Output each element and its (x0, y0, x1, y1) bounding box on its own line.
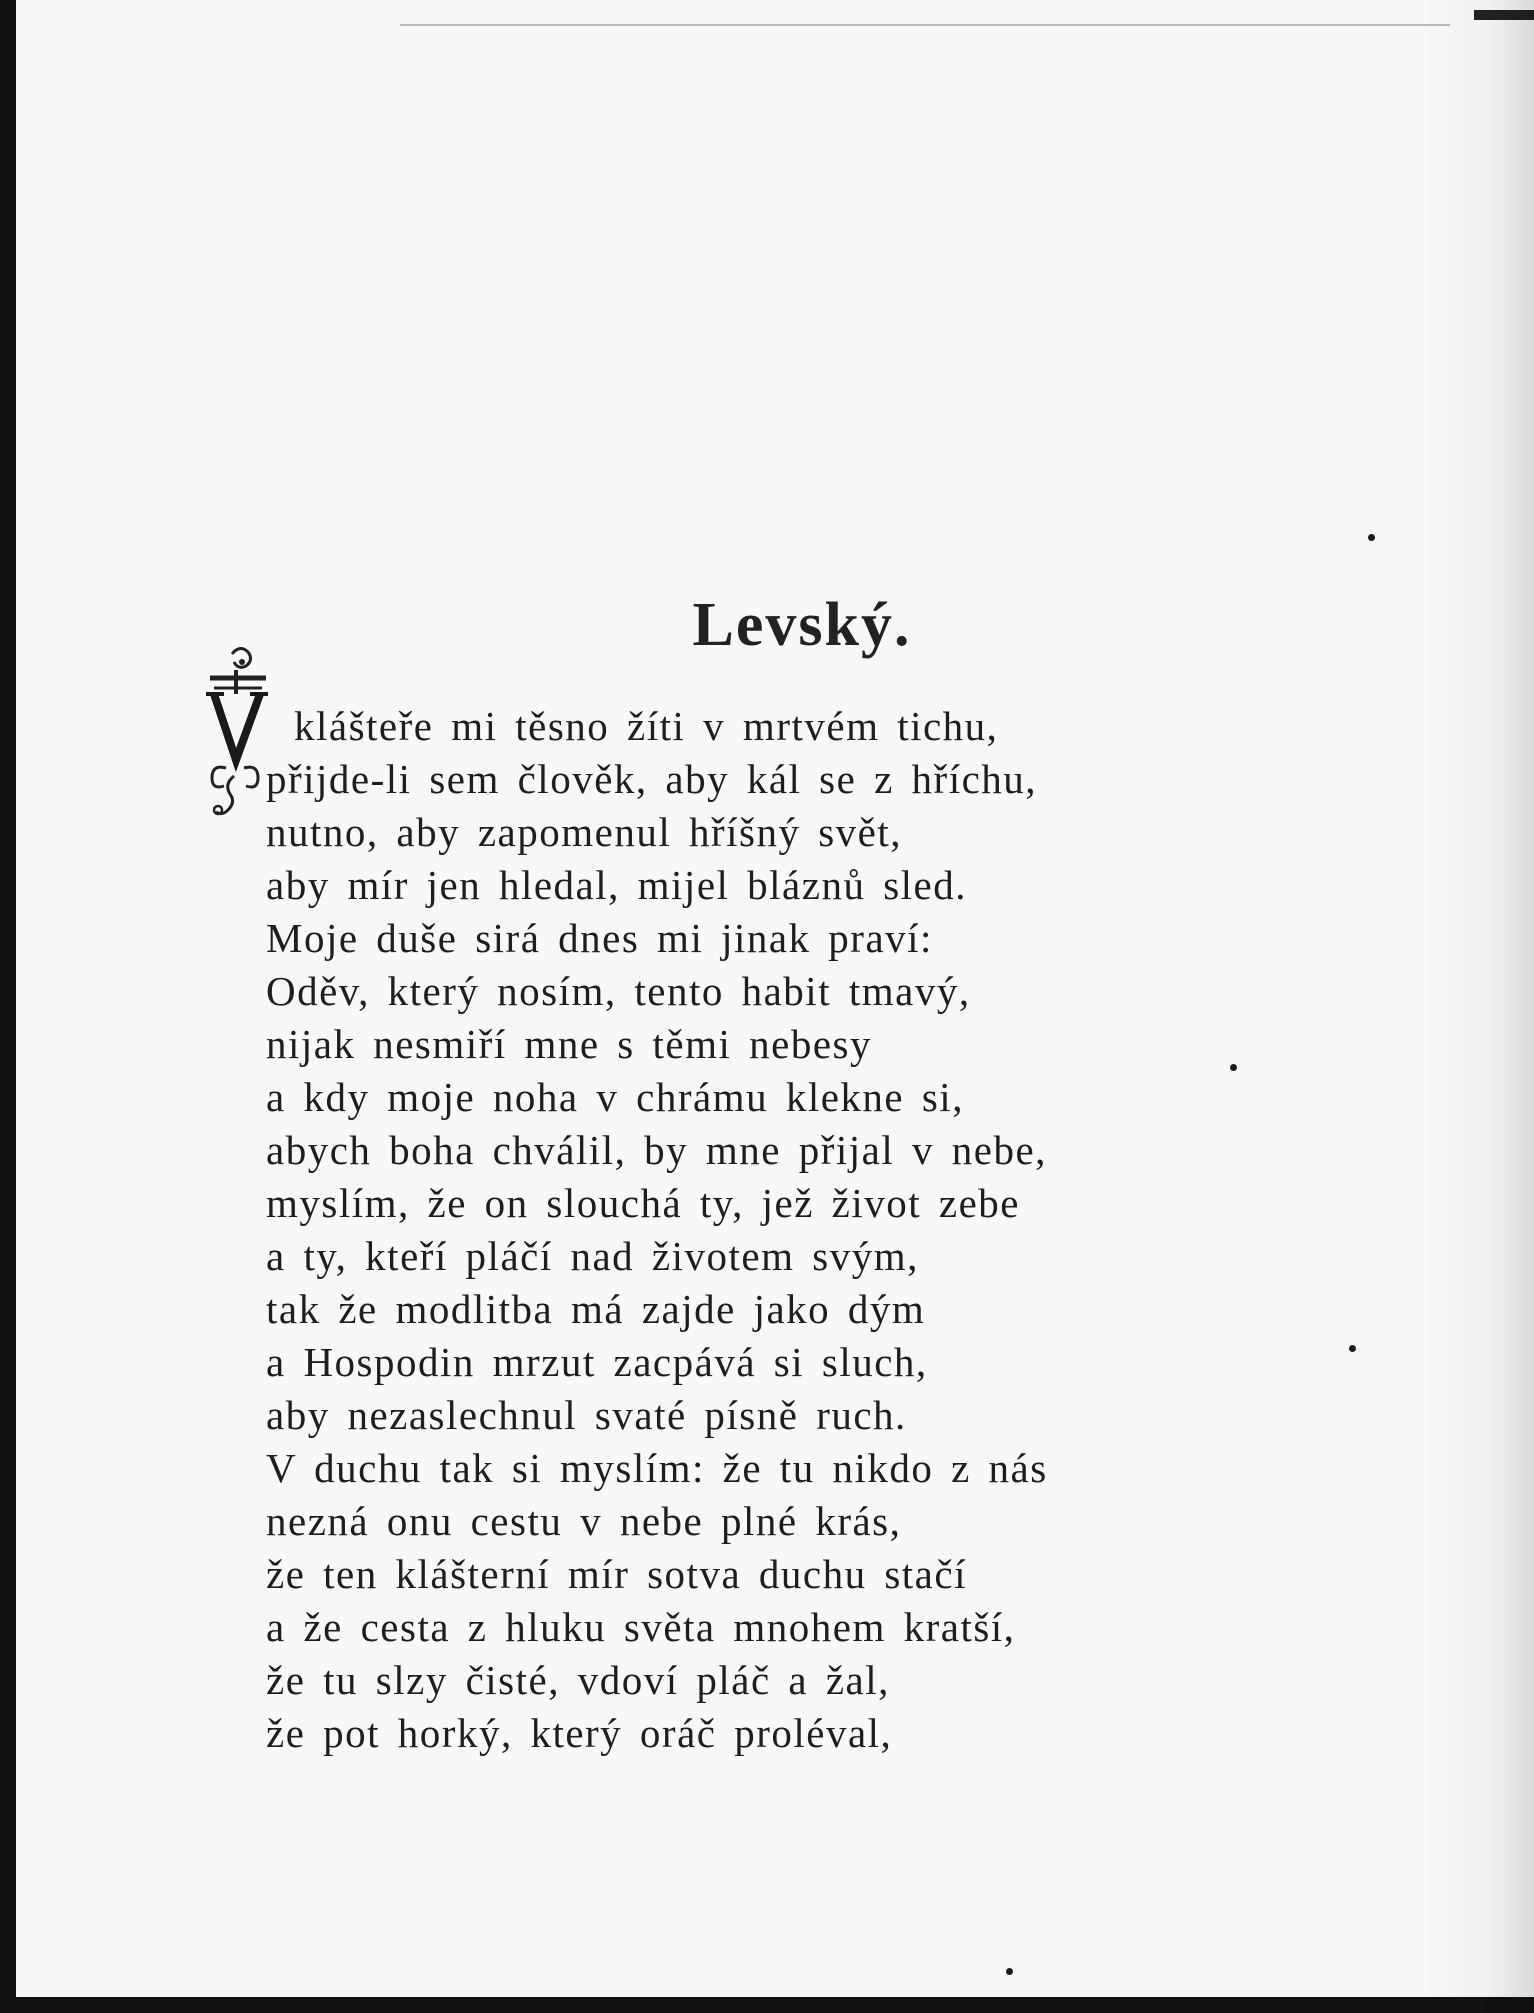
poem-line: že pot horký, který oráč proléval, (266, 1710, 893, 1756)
poem-line: tak že modlitba má zajde jako dým (266, 1286, 926, 1332)
scan-speck (1006, 1968, 1013, 1975)
scan-speck (1349, 1345, 1356, 1352)
ornamental-initial-v-icon (204, 640, 268, 820)
poem-title: Levský. (692, 591, 912, 659)
poem-line: klášteře mi těsno žíti v mrtvém tichu, (294, 703, 999, 749)
poem-line: nutno, aby zapomenul hříšný svět, (266, 809, 903, 855)
poem-line: nezná onu cestu v nebe plné krás, (266, 1498, 902, 1544)
poem-line: a Hospodin mrzut zacpává si sluch, (266, 1339, 928, 1385)
scan-left-edge (0, 0, 16, 2013)
poem-line: aby mír jen hledal, mijel bláznů sled. (266, 862, 967, 908)
poem-line: abych boha chválil, by mne přijal v nebe, (266, 1127, 1047, 1173)
poem-lines (266, 700, 1048, 1760)
scan-speck (1230, 1064, 1237, 1071)
scan-speck (1368, 534, 1375, 541)
scan-right-shadow (1424, 0, 1534, 2013)
poem-line: a kdy moje noha v chrámu klekne si, (266, 1074, 964, 1120)
poem-line: a že cesta z hluku světa mnohem kratší, (266, 1604, 1016, 1650)
poem-line: a ty, kteří pláčí nad životem svým, (266, 1233, 919, 1279)
poem-line: že ten klášterní mír sotva duchu stačí (266, 1551, 967, 1597)
poem-line: Moje duše sirá dnes mi jinak praví: (266, 915, 933, 961)
scan-bottom-edge (0, 1997, 1534, 2013)
poem-line: Oděv, který nosím, tento habit tmavý, (266, 968, 971, 1014)
poem-line: nijak nesmiří mne s těmi nebesy (266, 1021, 872, 1067)
scan-top-line (400, 24, 1450, 26)
poem-line: V duchu tak si myslím: že tu nikdo z nás (266, 1445, 1048, 1491)
poem-line: aby nezaslechnul svaté písně ruch. (266, 1392, 907, 1438)
poem-line: myslím, že on slouchá ty, jež život zebe (266, 1180, 1020, 1226)
poem-line: že tu slzy čisté, vdoví pláč a žal, (266, 1657, 890, 1703)
poem-line: přijde-li sem člověk, aby kál se z hříchu, (266, 756, 1038, 802)
